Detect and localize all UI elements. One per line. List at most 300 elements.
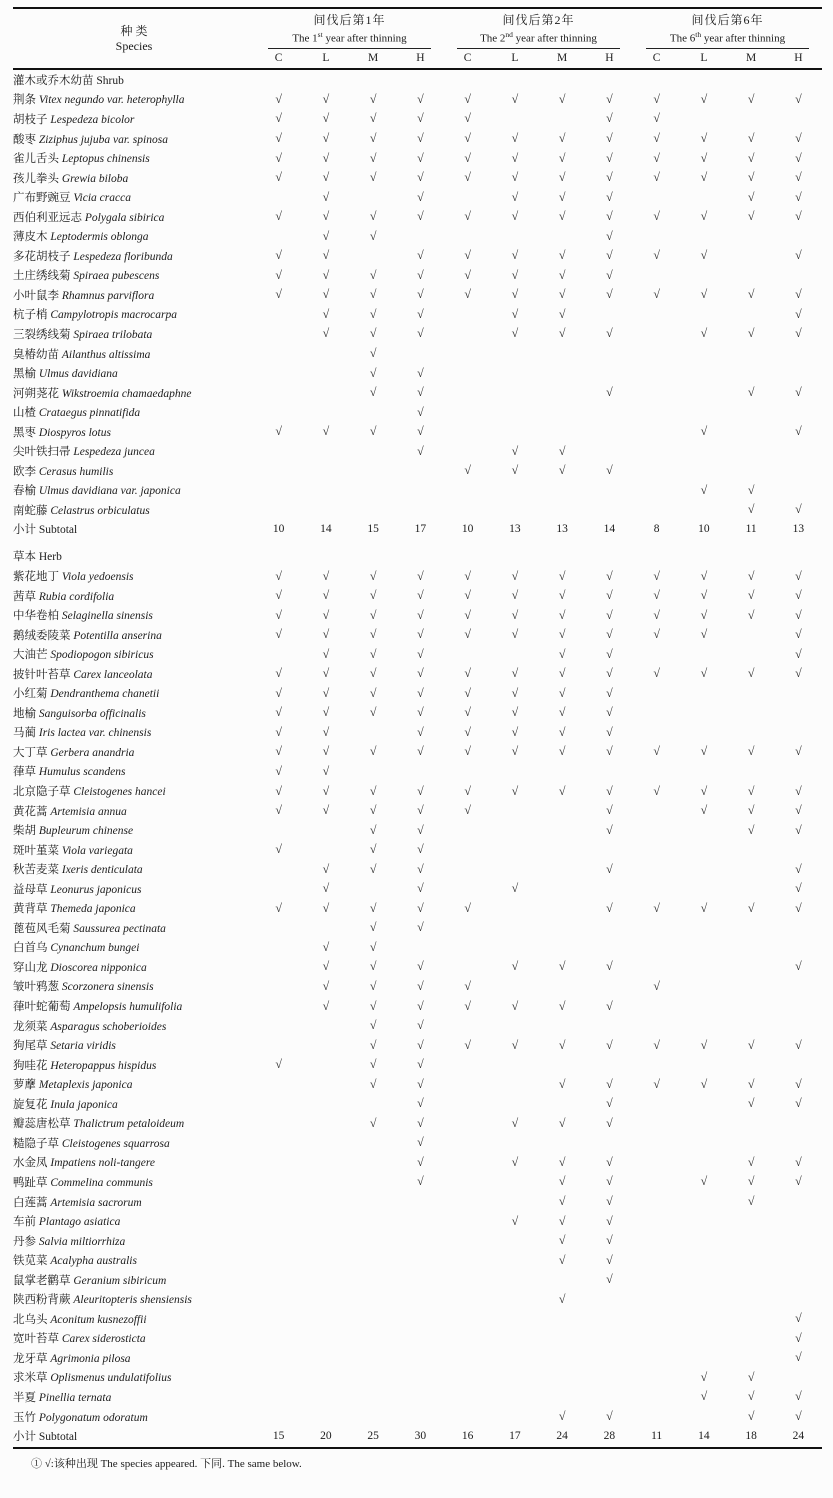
- check-mark: √: [795, 1350, 802, 1365]
- species-name-zh: 萝藦: [13, 1079, 39, 1092]
- check-mark: √: [747, 1174, 755, 1189]
- year-group: [633, 12, 822, 49]
- check-mark: √: [795, 568, 802, 583]
- species-name-latin: Celastrus orbiculatus: [50, 504, 150, 517]
- species-name: [13, 1409, 255, 1425]
- species-name-latin: Cleistogenes hancei: [73, 786, 166, 799]
- presence-cell: [397, 705, 444, 720]
- presence-cell: [350, 569, 397, 584]
- presence-cell: [586, 725, 633, 740]
- species-name: [13, 1252, 255, 1268]
- check-mark: √: [606, 627, 613, 642]
- presence-cell: [397, 1038, 444, 1053]
- species-name-zh: 求米草: [13, 1372, 51, 1385]
- check-mark: √: [417, 568, 424, 583]
- presence-cell: [728, 1389, 775, 1404]
- check-mark: √: [795, 150, 802, 165]
- species-name-latin: Vitex negundo var. heterophylla: [38, 94, 185, 107]
- species-name-zh: 披针叶苔草: [13, 668, 74, 681]
- check-mark: √: [653, 111, 660, 126]
- species-name: [13, 170, 255, 186]
- presence-cell: [491, 248, 538, 263]
- species-name-latin: Spiraea trilobata: [73, 328, 153, 341]
- species-name: [13, 1057, 255, 1073]
- species-row: [13, 226, 822, 246]
- check-mark: √: [464, 666, 471, 681]
- check-mark: √: [558, 588, 566, 603]
- check-mark: √: [700, 588, 708, 603]
- presence-cell: [539, 268, 586, 283]
- check-mark: √: [511, 150, 519, 165]
- presence-cell: [775, 1311, 822, 1326]
- check-mark: √: [322, 803, 330, 818]
- check-mark: √: [369, 978, 377, 993]
- species-name-zh: 鹅绒委陵菜: [13, 629, 74, 642]
- species-row: [13, 1133, 822, 1153]
- species-row: [13, 1387, 822, 1407]
- check-mark: √: [511, 170, 519, 185]
- year-group-underline: [646, 48, 809, 49]
- check-mark: √: [558, 189, 566, 204]
- check-mark: √: [606, 607, 613, 622]
- species-row: [13, 344, 822, 364]
- check-mark: √: [369, 939, 377, 954]
- check-mark: √: [322, 326, 330, 341]
- presence-cell: [255, 268, 302, 283]
- check-mark: √: [606, 724, 613, 739]
- presence-cell: [539, 999, 586, 1014]
- presence-cell: [728, 131, 775, 146]
- species-name-latin: Dioscorea nipponica: [50, 961, 147, 974]
- check-mark: √: [464, 978, 471, 993]
- check-mark: √: [417, 959, 424, 974]
- presence-cell: [586, 705, 633, 720]
- presence-cell: [350, 111, 397, 126]
- check-mark: √: [795, 783, 802, 798]
- check-mark: √: [747, 1194, 755, 1208]
- presence-cell: [255, 725, 302, 740]
- check-mark: √: [558, 326, 566, 341]
- species-row: [13, 703, 822, 723]
- check-mark: √: [369, 306, 377, 321]
- check-mark: √: [747, 607, 755, 622]
- check-mark: √: [606, 1115, 613, 1130]
- presence-cell: [397, 111, 444, 126]
- species-name: [13, 1115, 255, 1131]
- species-name-zh: 北乌头: [13, 1313, 51, 1326]
- check-mark: √: [700, 131, 708, 146]
- species-row: [13, 1016, 822, 1036]
- check-mark: √: [369, 998, 377, 1013]
- check-mark: √: [322, 131, 330, 146]
- check-mark: √: [417, 685, 424, 700]
- species-name-latin: Geranium sibiricum: [73, 1274, 167, 1287]
- species-name: [13, 131, 255, 147]
- presence-cell: [302, 151, 349, 166]
- presence-cell: [350, 131, 397, 146]
- check-mark: √: [700, 209, 708, 224]
- presence-cell: [775, 784, 822, 799]
- species-row: [13, 90, 822, 110]
- check-mark: √: [417, 724, 424, 739]
- check-mark: √: [464, 588, 471, 603]
- check-mark: √: [322, 170, 330, 185]
- table-body: [13, 70, 822, 1446]
- check-mark: √: [606, 666, 613, 681]
- presence-cell: [397, 862, 444, 877]
- check-mark: √: [795, 1389, 802, 1404]
- species-name-latin: Lespedeza floribunda: [73, 250, 173, 263]
- section-title: [13, 546, 822, 566]
- check-mark: √: [795, 287, 802, 302]
- presence-cell: [539, 248, 586, 263]
- presence-cell: [491, 131, 538, 146]
- species-name-zh: 广布野豌豆: [13, 192, 74, 205]
- presence-cell: [302, 268, 349, 283]
- species-row: [13, 566, 822, 586]
- check-mark: √: [606, 131, 613, 146]
- species-name-latin: Grewia biloba: [61, 172, 129, 185]
- presence-cell: [302, 959, 349, 974]
- check-mark: √: [747, 131, 755, 146]
- presence-cell: [444, 131, 491, 146]
- check-mark: √: [700, 1174, 708, 1189]
- presence-cell: [255, 151, 302, 166]
- check-mark: √: [606, 1409, 613, 1424]
- species-name-latin: Cleistogenes squarrosa: [61, 1137, 170, 1150]
- presence-cell: [586, 1233, 633, 1248]
- species-row: [13, 781, 822, 801]
- check-mark: √: [606, 1037, 613, 1052]
- presence-cell: [255, 424, 302, 439]
- presence-cell: [539, 725, 586, 740]
- check-mark: √: [369, 228, 377, 243]
- check-mark: √: [417, 920, 424, 935]
- check-mark: √: [275, 170, 282, 185]
- check-mark: √: [511, 1115, 519, 1130]
- presence-cell: [539, 1194, 586, 1209]
- check-mark: √: [417, 326, 424, 341]
- species-name: [13, 1076, 255, 1092]
- check-mark: √: [558, 959, 566, 974]
- presence-cell: [586, 686, 633, 701]
- check-mark: √: [417, 803, 424, 818]
- presence-cell: [680, 287, 727, 302]
- check-mark: √: [464, 627, 471, 642]
- check-mark: √: [558, 463, 566, 478]
- species-name: [13, 150, 255, 166]
- presence-cell: [728, 803, 775, 818]
- check-mark: √: [558, 267, 566, 282]
- presence-cell: [775, 803, 822, 818]
- presence-cell: [255, 627, 302, 642]
- species-name-latin: Vicia cracca: [73, 192, 131, 205]
- species-row: [13, 1348, 822, 1368]
- check-mark: √: [322, 306, 330, 321]
- species-name-latin: Ampelopsis humulifolia: [73, 1001, 183, 1014]
- check-mark: √: [653, 900, 660, 915]
- check-mark: √: [558, 248, 566, 263]
- check-mark: √: [747, 326, 755, 341]
- presence-cell: [775, 1331, 822, 1346]
- subtotal-value: 13: [792, 523, 805, 536]
- presence-cell: [397, 920, 444, 935]
- check-mark: √: [700, 424, 708, 439]
- presence-cell: [397, 268, 444, 283]
- presence-cell: [728, 823, 775, 838]
- presence-cell: [255, 209, 302, 224]
- check-mark: √: [795, 1311, 802, 1326]
- presence-cell: [728, 1077, 775, 1092]
- species-row: [13, 762, 822, 782]
- species-name-zh: 丹参: [13, 1235, 39, 1248]
- check-mark: √: [558, 724, 566, 739]
- treatment-subheader-row: [255, 51, 822, 66]
- species-name-latin: Cerasus humilis: [38, 465, 114, 478]
- species-name: [13, 978, 255, 994]
- check-mark: √: [417, 1096, 424, 1111]
- check-mark: √: [700, 1037, 708, 1052]
- presence-cell: [350, 209, 397, 224]
- species-row: [13, 266, 822, 286]
- presence-cell: [491, 190, 538, 205]
- presence-cell: [397, 131, 444, 146]
- check-mark: √: [322, 588, 330, 603]
- check-mark: √: [275, 744, 282, 759]
- check-mark: √: [795, 627, 802, 642]
- presence-cell: [255, 131, 302, 146]
- check-mark: √: [417, 646, 424, 661]
- species-name-zh: 玉竹: [13, 1411, 39, 1424]
- species-name-zh: 西伯利亚远志: [13, 211, 85, 224]
- presence-cell: [397, 823, 444, 838]
- presence-cell: [397, 1174, 444, 1189]
- check-mark: √: [511, 783, 519, 798]
- check-mark: √: [369, 424, 377, 439]
- check-mark: √: [417, 1076, 424, 1091]
- species-name: [13, 1350, 255, 1366]
- treatment-header-M: M: [368, 51, 379, 64]
- presence-cell: [586, 92, 633, 107]
- presence-cell: [302, 170, 349, 185]
- species-name: [13, 920, 255, 936]
- presence-cell: [444, 111, 491, 126]
- check-mark: √: [606, 209, 613, 224]
- subtotal-value: 14: [320, 523, 332, 536]
- treatment-header-H: H: [794, 51, 803, 64]
- presence-cell: [302, 131, 349, 146]
- presence-cell: [397, 209, 444, 224]
- presence-cell: [680, 901, 727, 916]
- presence-cell: [633, 1077, 680, 1092]
- species-name-latin: Wikstroemia chamaedaphne: [61, 387, 192, 400]
- check-mark: √: [417, 783, 424, 798]
- subtotal-row: [13, 1426, 822, 1446]
- check-mark: √: [511, 1037, 519, 1052]
- presence-cell: [775, 1155, 822, 1170]
- check-mark: √: [275, 763, 282, 778]
- check-mark: √: [417, 91, 424, 106]
- check-mark: √: [558, 666, 566, 681]
- check-mark: √: [606, 1174, 613, 1189]
- check-mark: √: [275, 666, 282, 681]
- check-mark: √: [747, 502, 755, 517]
- species-row: [13, 801, 822, 821]
- presence-cell: [586, 190, 633, 205]
- check-mark: √: [511, 209, 519, 224]
- check-mark: √: [417, 150, 424, 165]
- presence-cell: [680, 170, 727, 185]
- presence-cell: [728, 1370, 775, 1385]
- check-mark: √: [369, 170, 377, 185]
- presence-cell: [728, 784, 775, 799]
- species-name: [13, 1330, 255, 1346]
- presence-cell: [350, 744, 397, 759]
- species-row: [13, 586, 822, 606]
- presence-cell: [586, 784, 633, 799]
- presence-cell: [728, 901, 775, 916]
- presence-cell: [680, 1370, 727, 1385]
- presence-cell: [302, 190, 349, 205]
- species-name-latin: Potentilla anserina: [73, 629, 162, 642]
- presence-cell: [775, 588, 822, 603]
- species-row: [13, 324, 822, 344]
- species-name-latin: Iris lactea var. chinensis: [38, 727, 152, 740]
- check-mark: √: [747, 1154, 755, 1169]
- presence-cell: [539, 1214, 586, 1229]
- presence-cell: [775, 823, 822, 838]
- species-name-zh: 南蛇藤: [13, 504, 51, 517]
- check-mark: √: [795, 1154, 802, 1169]
- check-mark: √: [606, 1233, 613, 1248]
- check-mark: √: [747, 1389, 755, 1404]
- presence-cell: [539, 588, 586, 603]
- presence-cell: [680, 1389, 727, 1404]
- species-name: [13, 1096, 255, 1112]
- species-row: [13, 1192, 822, 1212]
- check-mark: √: [369, 685, 377, 700]
- species-name: [13, 287, 255, 303]
- check-mark: √: [558, 1174, 566, 1189]
- check-mark: √: [511, 744, 519, 759]
- check-mark: √: [558, 1194, 566, 1208]
- species-name-latin: Salvia miltiorrhiza: [38, 1235, 126, 1248]
- check-mark: √: [653, 978, 660, 993]
- presence-cell: [633, 627, 680, 642]
- presence-cell: [633, 979, 680, 994]
- species-name: [13, 385, 255, 401]
- check-mark: √: [511, 91, 519, 106]
- species-row: [13, 879, 822, 899]
- check-mark: √: [558, 209, 566, 224]
- presence-cell: [350, 705, 397, 720]
- check-mark: √: [417, 306, 424, 321]
- presence-cell: [680, 326, 727, 341]
- species-row: [13, 1172, 822, 1192]
- presence-cell: [302, 764, 349, 779]
- check-mark: √: [511, 267, 519, 282]
- species-name-latin: Ulmus davidiana: [38, 368, 118, 381]
- species-name-latin: Polygala sibirica: [84, 211, 165, 224]
- species-name-latin: Agrimonia pilosa: [50, 1352, 131, 1365]
- subtotal-value: 25: [367, 1430, 379, 1443]
- check-mark: √: [464, 724, 471, 739]
- year-group-underline: [268, 48, 431, 49]
- presence-cell: [491, 744, 538, 759]
- year-group-label-en: The 1st year after thinning: [292, 30, 407, 45]
- presence-cell: [728, 666, 775, 681]
- check-mark: √: [558, 1037, 566, 1052]
- subtotal-value: 13: [556, 523, 568, 536]
- species-name-latin: Plantago asiatica: [38, 1216, 121, 1229]
- species-name: [13, 346, 255, 362]
- presence-cell: [633, 248, 680, 263]
- check-mark: √: [606, 111, 613, 126]
- species-row: [13, 109, 822, 129]
- presence-cell: [680, 424, 727, 439]
- check-mark: √: [417, 443, 424, 458]
- check-mark: √: [417, 900, 424, 915]
- check-mark: √: [369, 150, 377, 165]
- presence-cell: [302, 784, 349, 799]
- species-row: [13, 187, 822, 207]
- check-mark: √: [417, 404, 424, 419]
- check-mark: √: [369, 627, 377, 642]
- presence-cell: [255, 608, 302, 623]
- presence-cell: [397, 307, 444, 322]
- presence-cell: [491, 92, 538, 107]
- check-mark: √: [653, 588, 660, 603]
- check-mark: √: [558, 91, 566, 106]
- year-group: [255, 12, 444, 49]
- species-name-latin: Spiraea pubescens: [73, 270, 160, 283]
- footnote-text: ① √:该种出现 The species appeared. 下同. The same below.: [31, 1457, 302, 1470]
- presence-cell: [397, 1077, 444, 1092]
- subtotal-value: 24: [556, 1430, 568, 1443]
- presence-cell: [444, 463, 491, 478]
- presence-cell: [491, 666, 538, 681]
- check-mark: √: [417, 209, 424, 224]
- section-title-text: 灌木或乔木幼苗 Shrub: [13, 74, 124, 87]
- presence-cell: [680, 1038, 727, 1053]
- presence-cell: [491, 326, 538, 341]
- check-mark: √: [417, 1154, 424, 1169]
- presence-cell: [728, 287, 775, 302]
- check-mark: √: [747, 900, 755, 915]
- species-name-zh: 黑榆: [13, 368, 39, 381]
- presence-cell: [775, 502, 822, 517]
- subtotal-value: 8: [653, 523, 660, 536]
- check-mark: √: [653, 666, 660, 681]
- subtotal-value: 10: [698, 523, 710, 536]
- check-mark: √: [417, 627, 424, 642]
- check-mark: √: [417, 385, 424, 400]
- species-name: [13, 763, 255, 779]
- check-mark: √: [275, 900, 282, 915]
- species-name-latin: Pinellia ternata: [38, 1391, 112, 1404]
- presence-cell: [491, 725, 538, 740]
- subtotal-value: 17: [509, 1430, 521, 1443]
- presence-cell: [350, 268, 397, 283]
- check-mark: √: [511, 463, 519, 478]
- species-name: [13, 861, 255, 877]
- check-mark: √: [700, 91, 708, 106]
- presence-cell: [444, 666, 491, 681]
- presence-cell: [397, 1135, 444, 1150]
- check-mark: √: [606, 267, 613, 282]
- presence-cell: [491, 307, 538, 322]
- species-row: [13, 938, 822, 958]
